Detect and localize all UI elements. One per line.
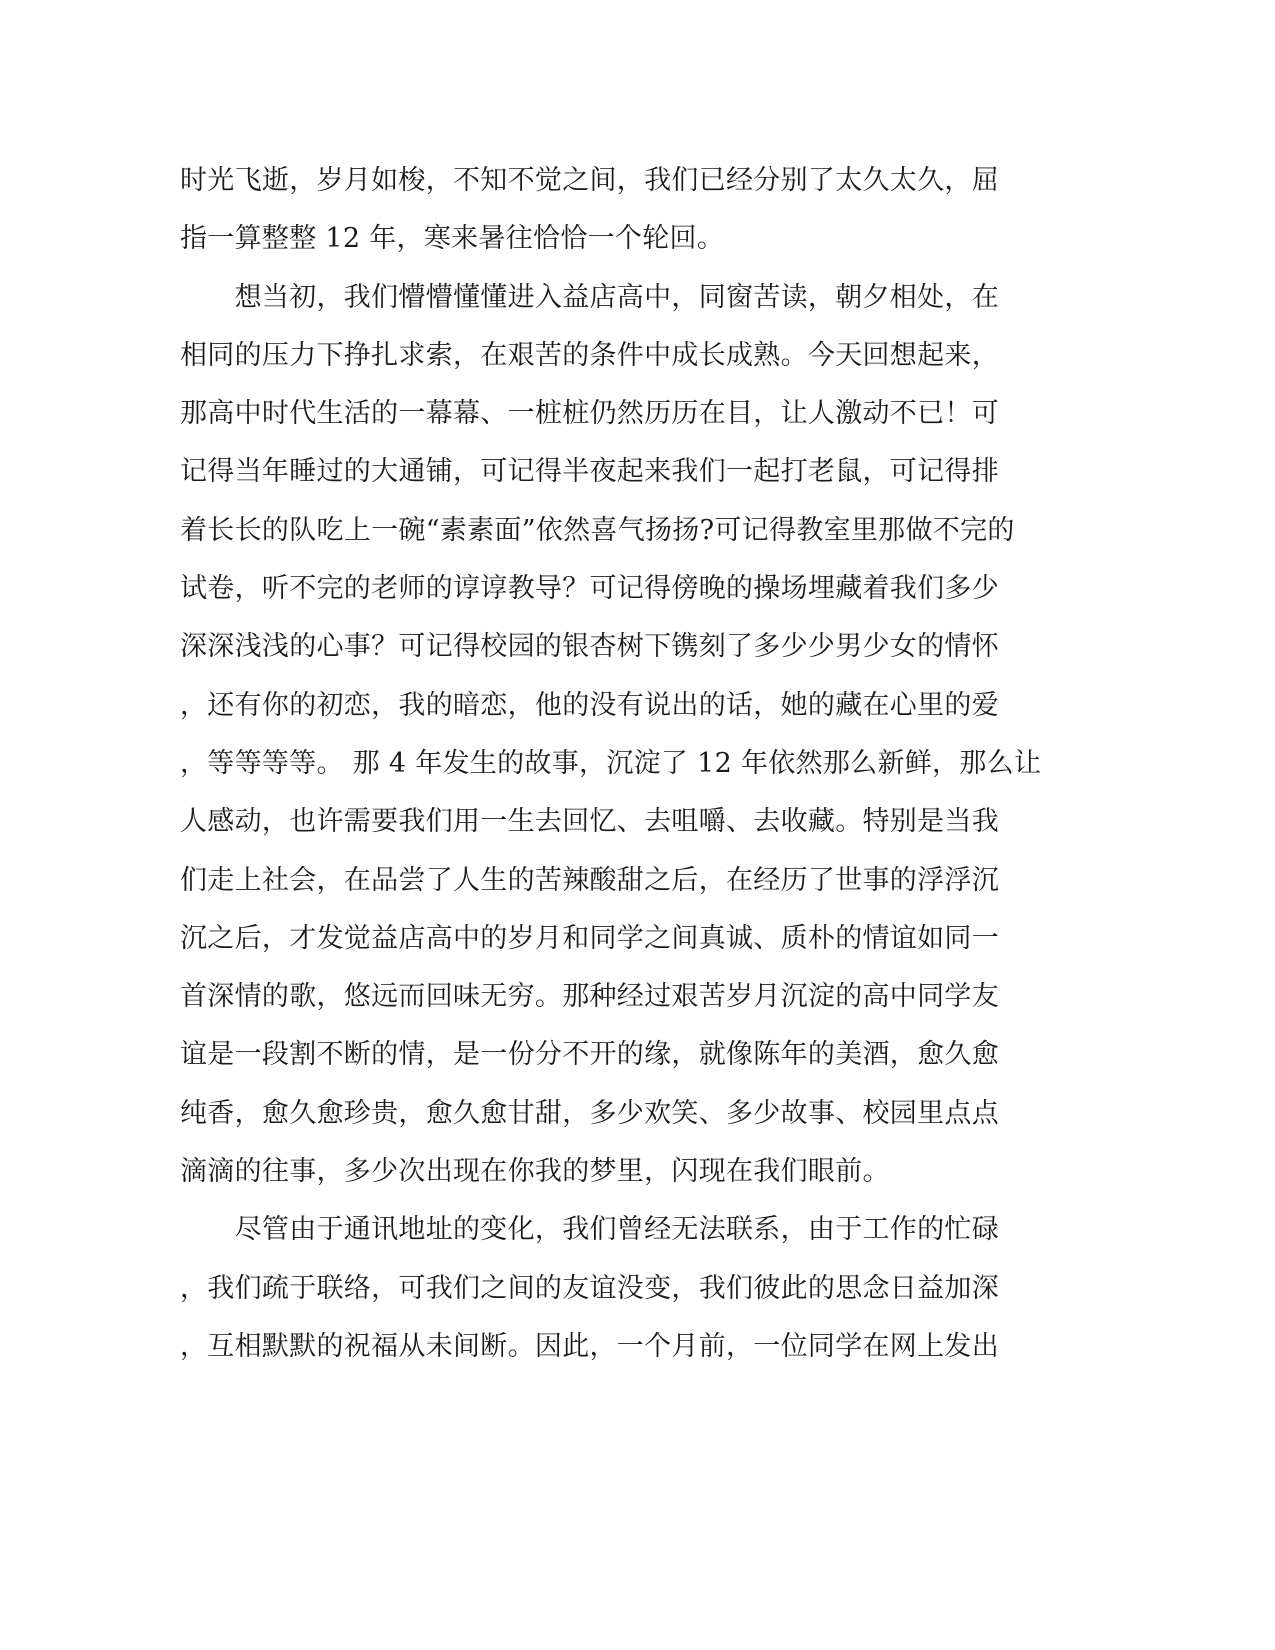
text-line: 想当初，我们懵懵懂懂进入益店高中，同窗苦读，朝夕相处，在 [180,281,999,313]
text-line: 深深浅浅的心事？可记得校园的银杏树下镌刻了多少少男少女的情怀 [180,631,999,663]
text-line: 相同的压力下挣扎求索，在艰苦的条件中成长成熟。今天回想起来， [180,339,999,371]
text-line: 首深情的歌，悠远而回味无穷。那种经过艰苦岁月沉淀的高中同学友 [180,981,999,1013]
text-line: 试卷，听不完的老师的谆谆教导？可记得傍晚的操场埋藏着我们多少 [180,573,999,605]
text-line: 谊是一段割不断的情，是一份分不开的缘，就像陈年的美酒，愈久愈 [180,1039,999,1071]
paragraph-2 [180,269,1040,1202]
paragraph-3 [180,1201,1040,1376]
text-line: 尽管由于通讯地址的变化，我们曾经无法联系，由于工作的忙碌 [180,1214,999,1246]
text-line: 纯香，愈久愈珍贵，愈久愈甘甜，多少欢笑、多少故事、校园里点点 [180,1097,999,1129]
text-line: ，互相默默的祝福从未间断。因此，一个月前，一位同学在网上发出 [180,1330,999,1362]
text-line: 着长长的队吃上一碗“素素面”依然喜气扬扬?可记得教室里那做不完的 [180,514,1015,546]
text-line: 指一算整整 12 年，寒来暑往恰恰一个轮回。 [180,223,725,255]
text-line: 时光飞逝，岁月如梭，不知不觉之间，我们已经分别了太久太久，屈 [180,165,999,196]
text-line: 人感动，也许需要我们用一生去回忆、去咀嚼、去收藏。特别是当我 [180,806,999,838]
text-line: ，等等等等。 那 4 年发生的故事，沉淀了 12 年依然那么新鲜，那么让 [180,747,1042,779]
text-line: ，我们疏于联络，可我们之间的友谊没变，我们彼此的思念日益加深 [180,1272,999,1304]
text-line: 沉之后，才发觉益店高中的岁月和同学之间真诚、质朴的情谊如同一 [180,922,999,954]
text-line: 们走上社会，在品尝了人生的苦辣酸甜之后，在经历了世事的浮浮沉 [180,864,999,896]
paragraph-1 [180,152,1040,269]
text-line: 记得当年睡过的大通铺，可记得半夜起来我们一起打老鼠，可记得排 [180,456,999,488]
text-line: ，还有你的初恋，我的暗恋，他的没有说出的话，她的藏在心里的爱 [180,689,999,721]
text-line: 滴滴的往事，多少次出现在你我的梦里，闪现在我们眼前。 [180,1156,890,1188]
text-line: 那高中时代生活的一幕幕、一桩桩仍然历历在目，让人激动不已！可 [180,398,999,430]
body-text [180,152,1040,1376]
